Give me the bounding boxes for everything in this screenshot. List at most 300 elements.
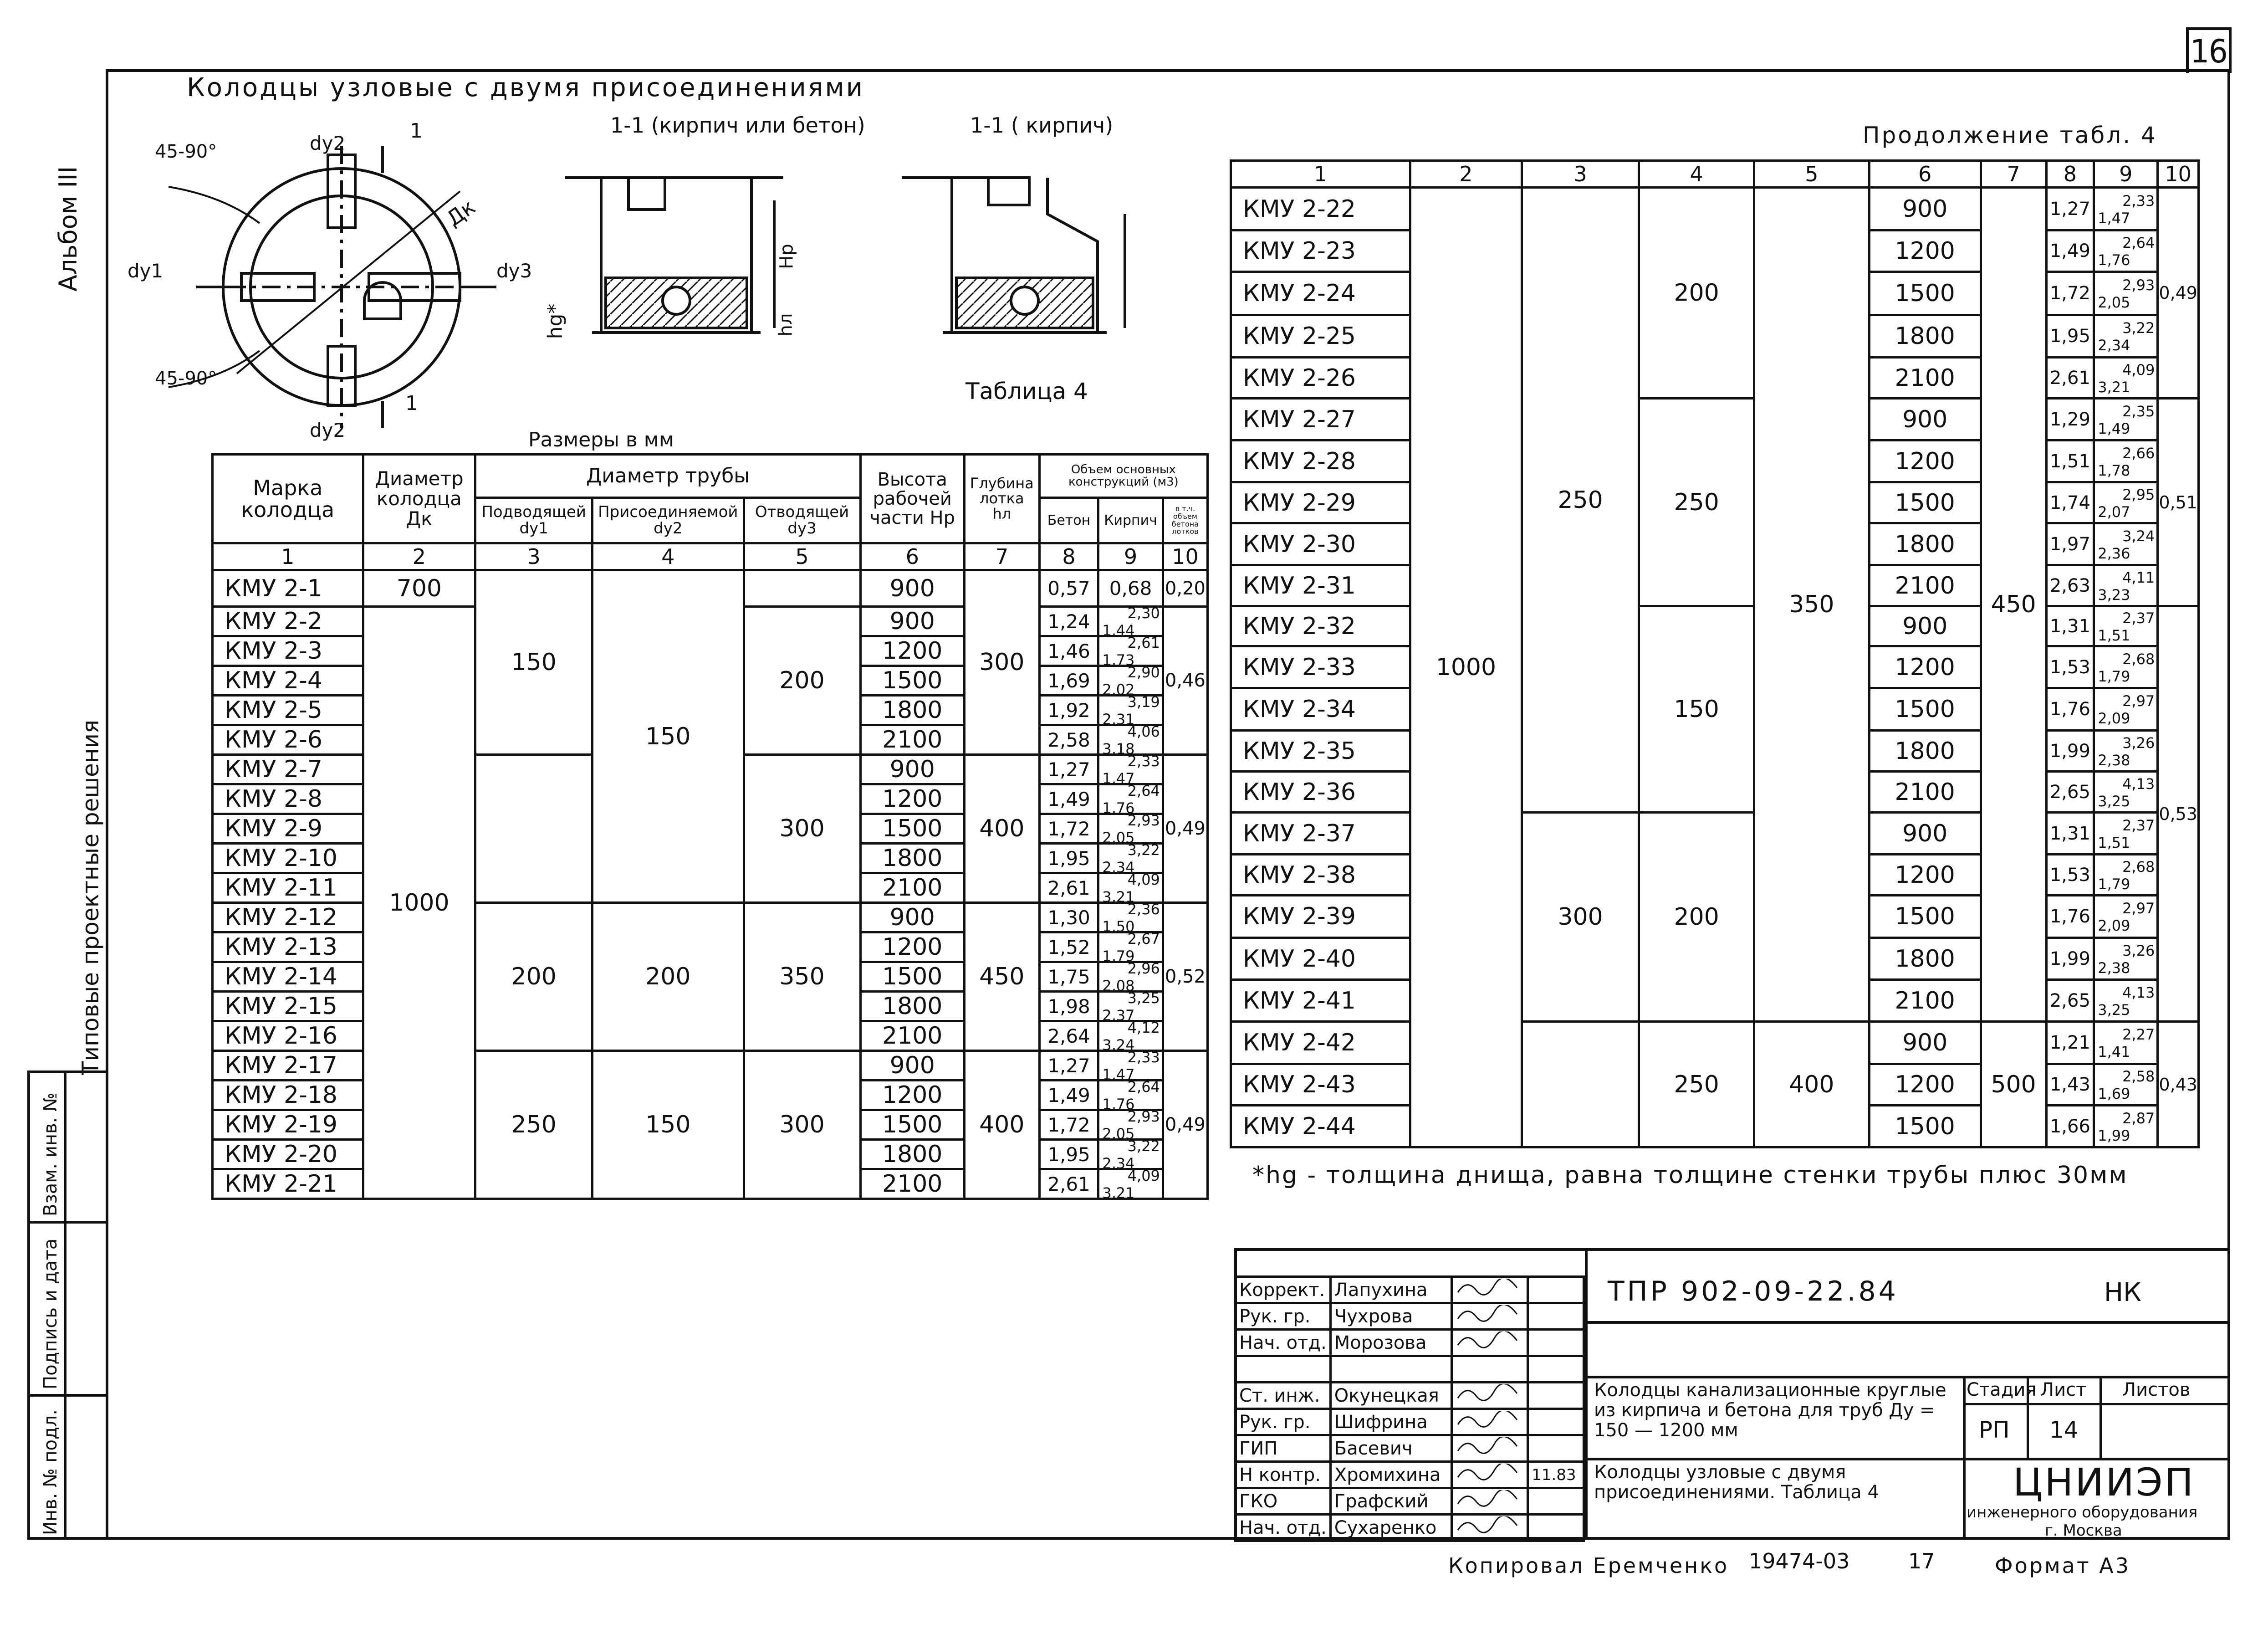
cell-brick: [1098, 782, 1163, 817]
cell-brick: [1098, 634, 1163, 669]
brick-volume-bottom: 2,27: [2122, 1026, 2155, 1043]
cell-marka: КМУ 2-19: [213, 1110, 363, 1140]
table4-label: Таблица 4: [965, 378, 1088, 405]
cell-brick: [2094, 565, 2158, 606]
brick-volume-bottom: 2,67: [1127, 930, 1160, 948]
cell-height: 1800: [860, 844, 964, 873]
hdr-brick: Кирпич: [1098, 498, 1163, 543]
cell-height: 1800: [860, 1140, 964, 1169]
side-label-series: Типовые проектные решения: [77, 719, 104, 1075]
stamp-name: [1330, 1356, 1451, 1383]
brick-volume-bottom: 2,93: [1127, 1108, 1160, 1125]
cell-dk: 700: [363, 570, 475, 607]
cell-marka: КМУ 2-39: [1231, 896, 1410, 938]
plan-dy2-bottom: dy2: [310, 419, 346, 441]
cell-concrete: 1,99: [2046, 938, 2094, 980]
cell-concrete: 1,72: [1039, 1110, 1098, 1140]
brick-volume-bottom: 2,68: [2122, 858, 2155, 876]
column-number: 8: [1039, 543, 1098, 570]
signature: [1452, 1356, 1528, 1383]
cell-marka: КМУ 2-31: [1231, 565, 1410, 606]
cell-concrete: 1,27: [1039, 755, 1098, 784]
brick-volume-top: 1,44: [1102, 622, 1135, 639]
cell-concrete: 1,69: [1039, 666, 1098, 696]
cell-brick: [1098, 962, 1163, 992]
cell-x: 0,51: [2158, 399, 2199, 606]
cell-brick: [2094, 1064, 2158, 1106]
cell-height: 1500: [1869, 1106, 1981, 1147]
stamp-role: Нач. отд.: [1236, 1515, 1331, 1541]
table-right: [1230, 159, 2200, 1148]
stamp-name: Графский: [1330, 1488, 1451, 1515]
brick-volume-bottom: 2,33: [1127, 1049, 1160, 1066]
cell-x: 0,52: [1163, 903, 1207, 1051]
stamp-row: [1236, 1383, 1584, 1409]
order-num2: 17: [1908, 1549, 1935, 1573]
cell-marka: КМУ 2-43: [1231, 1064, 1410, 1106]
brick-volume-top: 3,23: [2098, 586, 2130, 604]
brick-volume-bottom: 4,12: [1127, 1019, 1160, 1036]
cell-height: 2100: [860, 873, 964, 903]
cell-concrete: 1,31: [2046, 606, 2094, 646]
section-hp: Hp: [776, 244, 797, 269]
cell-marka: КМУ 2-7: [213, 755, 363, 784]
stamp-date: [1528, 1488, 1584, 1515]
cell-height: 1200: [1869, 1064, 1981, 1106]
brick-volume-bottom: 3,22: [1127, 1137, 1160, 1155]
brick-volume-top: 1,79: [2098, 667, 2130, 685]
brick-volume-top: 1,47: [1102, 770, 1135, 787]
cell-height: 1200: [860, 636, 964, 666]
brick-volume-bottom: 2,97: [2122, 900, 2155, 917]
cell-marka: КМУ 2-24: [1231, 272, 1410, 315]
column-number: 5: [744, 543, 860, 570]
section-hd: hg*: [543, 303, 567, 339]
brick-volume-bottom: 2,33: [2122, 192, 2155, 210]
cell-marka: КМУ 2-28: [1231, 440, 1410, 482]
stage-label: Стадия: [1967, 1379, 2037, 1400]
table-row: [1231, 399, 2199, 440]
cell-marka: КМУ 2-22: [1231, 188, 1410, 230]
cell-brick: [1098, 666, 1163, 696]
cell-height: 1200: [860, 784, 964, 814]
signature: [1452, 1462, 1528, 1488]
sheet-value: 14: [2049, 1417, 2079, 1443]
plan-cut-top: 1: [410, 119, 423, 143]
cell-concrete: 2,58: [1039, 725, 1098, 755]
stamp-date: 11.83: [1528, 1462, 1584, 1488]
signature: [1452, 1383, 1528, 1409]
brick-volume-top: 1,76: [1102, 1096, 1135, 1113]
cell-height: 2100: [1869, 772, 1981, 813]
cell-height: 1500: [860, 814, 964, 844]
brick-volume-bottom: 2,37: [2122, 609, 2155, 627]
cell-concrete: 2,61: [1039, 1169, 1098, 1199]
cell-dy2: 250: [1639, 399, 1754, 606]
plan-angle-bottom: 45-90°: [155, 368, 217, 389]
stamp-row: [1236, 1356, 1584, 1383]
section-label-a: 1-1 (кирпич или бетон): [610, 113, 865, 138]
cell-marka: КМУ 2-34: [1231, 688, 1410, 731]
cell-dy3: 350: [1754, 188, 1870, 1022]
stamp-date: [1528, 1515, 1584, 1541]
cell-height: 1200: [1869, 230, 1981, 272]
brick-volume-top: 1,99: [2098, 1127, 2130, 1144]
cell-brick: [1098, 814, 1163, 844]
format: Формат А3: [1995, 1553, 2130, 1578]
cell-height: 1200: [860, 932, 964, 962]
brick-volume-top: 1,51: [2098, 834, 2130, 851]
hdr-marka: Марка колодца: [213, 455, 363, 543]
cell-marka: КМУ 2-3: [213, 636, 363, 666]
cell-concrete: 1,72: [2046, 272, 2094, 315]
cell-brick: [2094, 938, 2158, 980]
cell-height: 900: [860, 1051, 964, 1081]
cell-concrete: 1,49: [1039, 1081, 1098, 1110]
column-number: 10: [1163, 543, 1207, 570]
cell-marka: КМУ 2-1: [213, 570, 363, 607]
cell-concrete: 1,27: [2046, 188, 2094, 230]
cell-dy2: 150: [1639, 606, 1754, 813]
cell-height: 2100: [860, 1021, 964, 1051]
cell-brick: [1098, 1019, 1163, 1054]
cell-dy3: 300: [744, 755, 860, 903]
stamp-row: [1236, 1409, 1584, 1435]
brick-volume-bottom: 3,22: [2122, 319, 2155, 337]
copied-by: Копировал Еремченко: [1448, 1553, 1729, 1578]
cell-concrete: 1,27: [1039, 1051, 1098, 1081]
stamp-name: Шифрина: [1330, 1409, 1451, 1435]
cell-height: 900: [1869, 188, 1981, 230]
cell-dy1: 250: [475, 1051, 593, 1199]
brick-volume-top: 2,37: [1102, 1007, 1135, 1024]
cell-brick: [2094, 315, 2158, 358]
brick-volume-bottom: 2,93: [1127, 812, 1160, 829]
cell-height: 2100: [860, 725, 964, 755]
cell-concrete: 1,95: [2046, 315, 2094, 358]
cell-dy1: [1522, 1022, 1639, 1147]
cell-height: 1800: [1869, 523, 1981, 565]
brick-volume-top: 2,36: [2098, 544, 2130, 562]
stamp-name: Сухаренко: [1330, 1515, 1451, 1541]
table-row: [1231, 188, 2199, 230]
cell-brick: [2094, 980, 2158, 1022]
cell-brick: [1098, 841, 1163, 876]
brick-volume-bottom: 4,11: [2122, 569, 2155, 586]
cell-concrete: 1,49: [1039, 784, 1098, 814]
signature: [1452, 1330, 1528, 1356]
hdr-connect: Присоединяемой dy2: [593, 498, 744, 543]
cell-marka: КМУ 2-23: [1231, 230, 1410, 272]
cell-dy3: [744, 570, 860, 607]
cell-height: 900: [1869, 1022, 1981, 1064]
brick-volume-bottom: 2,58: [2122, 1068, 2155, 1085]
hdr-outlet: Отводящей dy3: [744, 498, 860, 543]
cell-brick: [1098, 753, 1163, 787]
cell-brick: [2094, 188, 2158, 230]
stamp-date: [1528, 1277, 1584, 1303]
signature: [1452, 1515, 1528, 1541]
cell-dy2: 200: [1639, 188, 1754, 399]
cell-height: 1200: [1869, 646, 1981, 688]
cell-height: 900: [1869, 399, 1981, 440]
brick-volume-bottom: 4,09: [1127, 1167, 1160, 1184]
column-number: 8: [2046, 161, 2094, 188]
signature: [1452, 1303, 1528, 1330]
cell-concrete: 1,49: [2046, 230, 2094, 272]
brick-volume-top: 3,25: [2098, 1001, 2130, 1019]
brick-volume-bottom: 2,36: [1127, 901, 1160, 918]
cell-height: 1500: [860, 666, 964, 696]
stamp-row: [1236, 1488, 1584, 1515]
hdr-diam-well: Диаметр колодца Дк: [363, 455, 475, 543]
brick-volume-top: 2,05: [2098, 294, 2130, 311]
cell-marka: КМУ 2-6: [213, 725, 363, 755]
cell-height: 1800: [1869, 731, 1981, 772]
brick-volume-bottom: 2,64: [2122, 234, 2155, 251]
cell-dy3: 200: [744, 607, 860, 755]
column-number: 7: [1981, 161, 2046, 188]
org-city: г. Москва: [2045, 1521, 2122, 1540]
stage-value: РП: [1979, 1417, 2010, 1443]
cell-marka: КМУ 2-15: [213, 992, 363, 1021]
sheets-label: Листов: [2122, 1379, 2191, 1400]
signature: [1452, 1409, 1528, 1435]
cell-brick: [1098, 930, 1163, 965]
brick-volume-top: 2,07: [2098, 503, 2130, 521]
cell-concrete: 1,43: [2046, 1064, 2094, 1106]
brick-volume-top: 1,50: [1102, 918, 1135, 935]
hdr-pipe-diam: Диаметр трубы: [475, 455, 860, 498]
stamp-row: [1236, 1330, 1584, 1356]
cell-brick: [1098, 871, 1163, 906]
brick-volume-bottom: 2,95: [2122, 486, 2155, 503]
brick-volume-top: 1,47: [2098, 209, 2130, 227]
cell-concrete: 1,53: [2046, 646, 2094, 688]
cell-brick: [1098, 901, 1163, 935]
brick-volume-top: 2,09: [2098, 917, 2130, 934]
cell-dy1: 300: [1522, 813, 1639, 1022]
brick-volume-bottom: 2,30: [1127, 604, 1160, 622]
well-plan-drawing: [150, 118, 515, 446]
cell-height: 1500: [860, 1110, 964, 1140]
table-row: [1231, 1022, 2199, 1064]
hdr-concrete: Бетон: [1039, 498, 1098, 543]
cell-brick: [2094, 399, 2158, 440]
cell-dy3: 400: [1754, 1022, 1870, 1147]
brick-volume-top: 2,34: [1102, 1155, 1135, 1172]
cell-brick: [2094, 1022, 2158, 1064]
cell-marka: КМУ 2-27: [1231, 399, 1410, 440]
brick-volume-top: 1,49: [2098, 420, 2130, 437]
stamp-row: [1236, 1303, 1584, 1330]
brick-volume-top: 2,08: [1102, 977, 1135, 994]
cell-height: 900: [1869, 606, 1981, 646]
cell-marka: КМУ 2-4: [213, 666, 363, 696]
side-label-album: Альбом III: [54, 166, 82, 292]
brick-volume-top: 1,41: [2098, 1043, 2130, 1060]
cell-hl: 400: [964, 755, 1039, 903]
brick-volume-bottom: 3,19: [1127, 693, 1160, 711]
cell-brick: [1098, 1137, 1163, 1172]
cell-height: 1800: [860, 992, 964, 1021]
doc-nk: НК: [2104, 1278, 2141, 1307]
brick-volume-top: 3,18: [1102, 740, 1135, 758]
stamp-date: [1528, 1330, 1584, 1356]
cell-marka: КМУ 2-18: [213, 1081, 363, 1110]
cell-concrete: 1,24: [1039, 607, 1098, 636]
cell-height: 1500: [1869, 482, 1981, 523]
stamp-title2: Колодцы узловые с двумя присоединениями. Таблица 4: [1594, 1462, 1879, 1503]
cell-hl: 450: [964, 903, 1039, 1051]
table-left: [211, 453, 1209, 1200]
stamp-role: ГИП: [1236, 1435, 1331, 1462]
cell-height: 900: [860, 903, 964, 932]
brick-volume-bottom: 2,68: [2122, 650, 2155, 668]
brick-volume-bottom: 3,25: [1127, 989, 1160, 1007]
column-number: 4: [1639, 161, 1754, 188]
signature: [1452, 1277, 1528, 1303]
hdr-incl: в т.ч. объем бетона лотков: [1163, 498, 1207, 543]
column-number: 9: [2094, 161, 2158, 188]
cell-concrete: 1,31: [2046, 813, 2094, 855]
cell-concrete: 1,30: [1039, 903, 1098, 932]
cell-marka: КМУ 2-8: [213, 784, 363, 814]
cell-marka: КМУ 2-10: [213, 844, 363, 873]
cell-hl: 300: [964, 570, 1039, 755]
cell-x: 0,49: [2158, 188, 2199, 399]
cell-brick: [1098, 1110, 1163, 1140]
brick-volume-top: 1,69: [2098, 1085, 2130, 1102]
cell-marka: КМУ 2-44: [1231, 1106, 1410, 1147]
column-number: 3: [475, 543, 593, 570]
org-name: ЦНИИЭП: [2013, 1460, 2195, 1505]
cell-brick: [1098, 1078, 1163, 1113]
cell-brick: 0,68: [1098, 570, 1163, 607]
cell-concrete: 1,53: [2046, 855, 2094, 896]
cell-marka: КМУ 2-40: [1231, 938, 1410, 980]
page-title: Колодцы узловые с двумя присоединениями: [187, 73, 865, 102]
cell-height: 1200: [1869, 440, 1981, 482]
cell-marka: КМУ 2-21: [213, 1169, 363, 1199]
brick-volume-bottom: 3,26: [2122, 734, 2155, 752]
cell-dy1: 200: [475, 903, 593, 1051]
cell-concrete: 1,46: [1039, 636, 1098, 666]
cell-concrete: 1,95: [1039, 844, 1098, 873]
brick-volume-bottom: 4,13: [2122, 775, 2155, 793]
cell-dy1: 150: [475, 570, 593, 755]
hdr-volume: Объем основных конструкций (м3): [1039, 455, 1207, 498]
cell-x: 0,53: [2158, 606, 2199, 1022]
sheet-number: 16: [2186, 27, 2232, 73]
cell-concrete: 1,97: [2046, 523, 2094, 565]
stamp-role: Рук. гр.: [1236, 1409, 1331, 1435]
cell-brick: [1098, 1051, 1163, 1081]
stamp-name: Чухрова: [1330, 1303, 1451, 1330]
stamp-title1: Колодцы канализационные круглые из кирпича и бетона для труб Ду = 150 — 1200 мм: [1594, 1380, 1946, 1441]
brick-volume-bottom: 4,13: [2122, 983, 2155, 1001]
brick-volume-top: 1,79: [2098, 875, 2130, 893]
cell-marka: КМУ 2-26: [1231, 358, 1410, 399]
plan-dy2-top: dy2: [310, 132, 346, 154]
stamp-role: Нач. отд.: [1236, 1330, 1331, 1356]
stamp-role: [1236, 1356, 1331, 1383]
brick-volume-bottom: 2,96: [1127, 960, 1160, 977]
brick-volume-bottom: 4,09: [2122, 361, 2155, 379]
brick-volume-top: 1,51: [2098, 626, 2130, 644]
cell-height: 900: [1869, 813, 1981, 855]
cell-concrete: 2,61: [1039, 873, 1098, 903]
column-number: 10: [2158, 161, 2199, 188]
table-row: [213, 1051, 1208, 1081]
side-label-inv-orig: Инв. № подл.: [40, 1409, 61, 1535]
cell-dy3: 350: [744, 903, 860, 1051]
cell-height: 2100: [1869, 358, 1981, 399]
cell-height: 1500: [1869, 688, 1981, 731]
cell-marka: КМУ 2-13: [213, 932, 363, 962]
cell-marka: КМУ 2-36: [1231, 772, 1410, 813]
stamp-row: [1236, 1462, 1584, 1488]
cell-height: 900: [860, 755, 964, 784]
brick-volume-top: 2,34: [2098, 337, 2130, 354]
plan-dy3: dy3: [496, 260, 532, 282]
stamp-date: [1528, 1303, 1584, 1330]
cell-x: 0,20: [1163, 570, 1207, 607]
cell-brick: [2094, 646, 2158, 688]
cell-height: 1800: [1869, 315, 1981, 358]
stamp-role: ГКО: [1236, 1488, 1331, 1515]
column-number: 6: [1869, 161, 1981, 188]
cell-height: 1800: [860, 696, 964, 725]
brick-volume-bottom: 2,61: [1127, 634, 1160, 651]
cell-concrete: 1,92: [1039, 696, 1098, 725]
brick-volume-top: 1,76: [1102, 799, 1135, 817]
cell-marka: КМУ 2-9: [213, 814, 363, 844]
cell-hl: 500: [1981, 1022, 2046, 1147]
brick-volume-bottom: 3,22: [1127, 841, 1160, 859]
brick-volume-top: 3,25: [2098, 792, 2130, 810]
cell-brick: [2094, 813, 2158, 855]
cell-marka: КМУ 2-17: [213, 1051, 363, 1081]
stamp-name: Хромихина: [1330, 1462, 1451, 1488]
cell-concrete: 1,72: [1039, 814, 1098, 844]
cell-dy2: 200: [1639, 813, 1754, 1022]
cell-marka: КМУ 2-41: [1231, 980, 1410, 1022]
cell-x: 0,46: [1163, 607, 1207, 755]
brick-volume-top: 2,38: [2098, 751, 2130, 769]
cell-height: 2100: [1869, 980, 1981, 1022]
brick-volume-bottom: 2,93: [2122, 277, 2155, 294]
cell-hl: 450: [1981, 188, 2046, 1022]
cell-concrete: 1,75: [1039, 962, 1098, 992]
cell-concrete: 2,63: [2046, 565, 2094, 606]
cell-height: 2100: [860, 1169, 964, 1199]
cell-concrete: 1,29: [2046, 399, 2094, 440]
cell-height: 1500: [860, 962, 964, 992]
cell-brick: [2094, 731, 2158, 772]
stamp-date: [1528, 1383, 1584, 1409]
cell-concrete: 1,74: [2046, 482, 2094, 523]
brick-volume-bottom: 3,26: [2122, 942, 2155, 959]
cell-marka: КМУ 2-20: [213, 1140, 363, 1169]
cell-height: 1800: [1869, 938, 1981, 980]
footnote: *hg - толщина днища, равна толщине стенки трубы плюс 30мм: [1252, 1162, 2128, 1189]
column-number: 7: [964, 543, 1039, 570]
column-number: 6: [860, 543, 964, 570]
cell-concrete: 2,65: [2046, 980, 2094, 1022]
cell-concrete: 1,99: [2046, 731, 2094, 772]
plan-dk: Дк: [442, 194, 480, 231]
